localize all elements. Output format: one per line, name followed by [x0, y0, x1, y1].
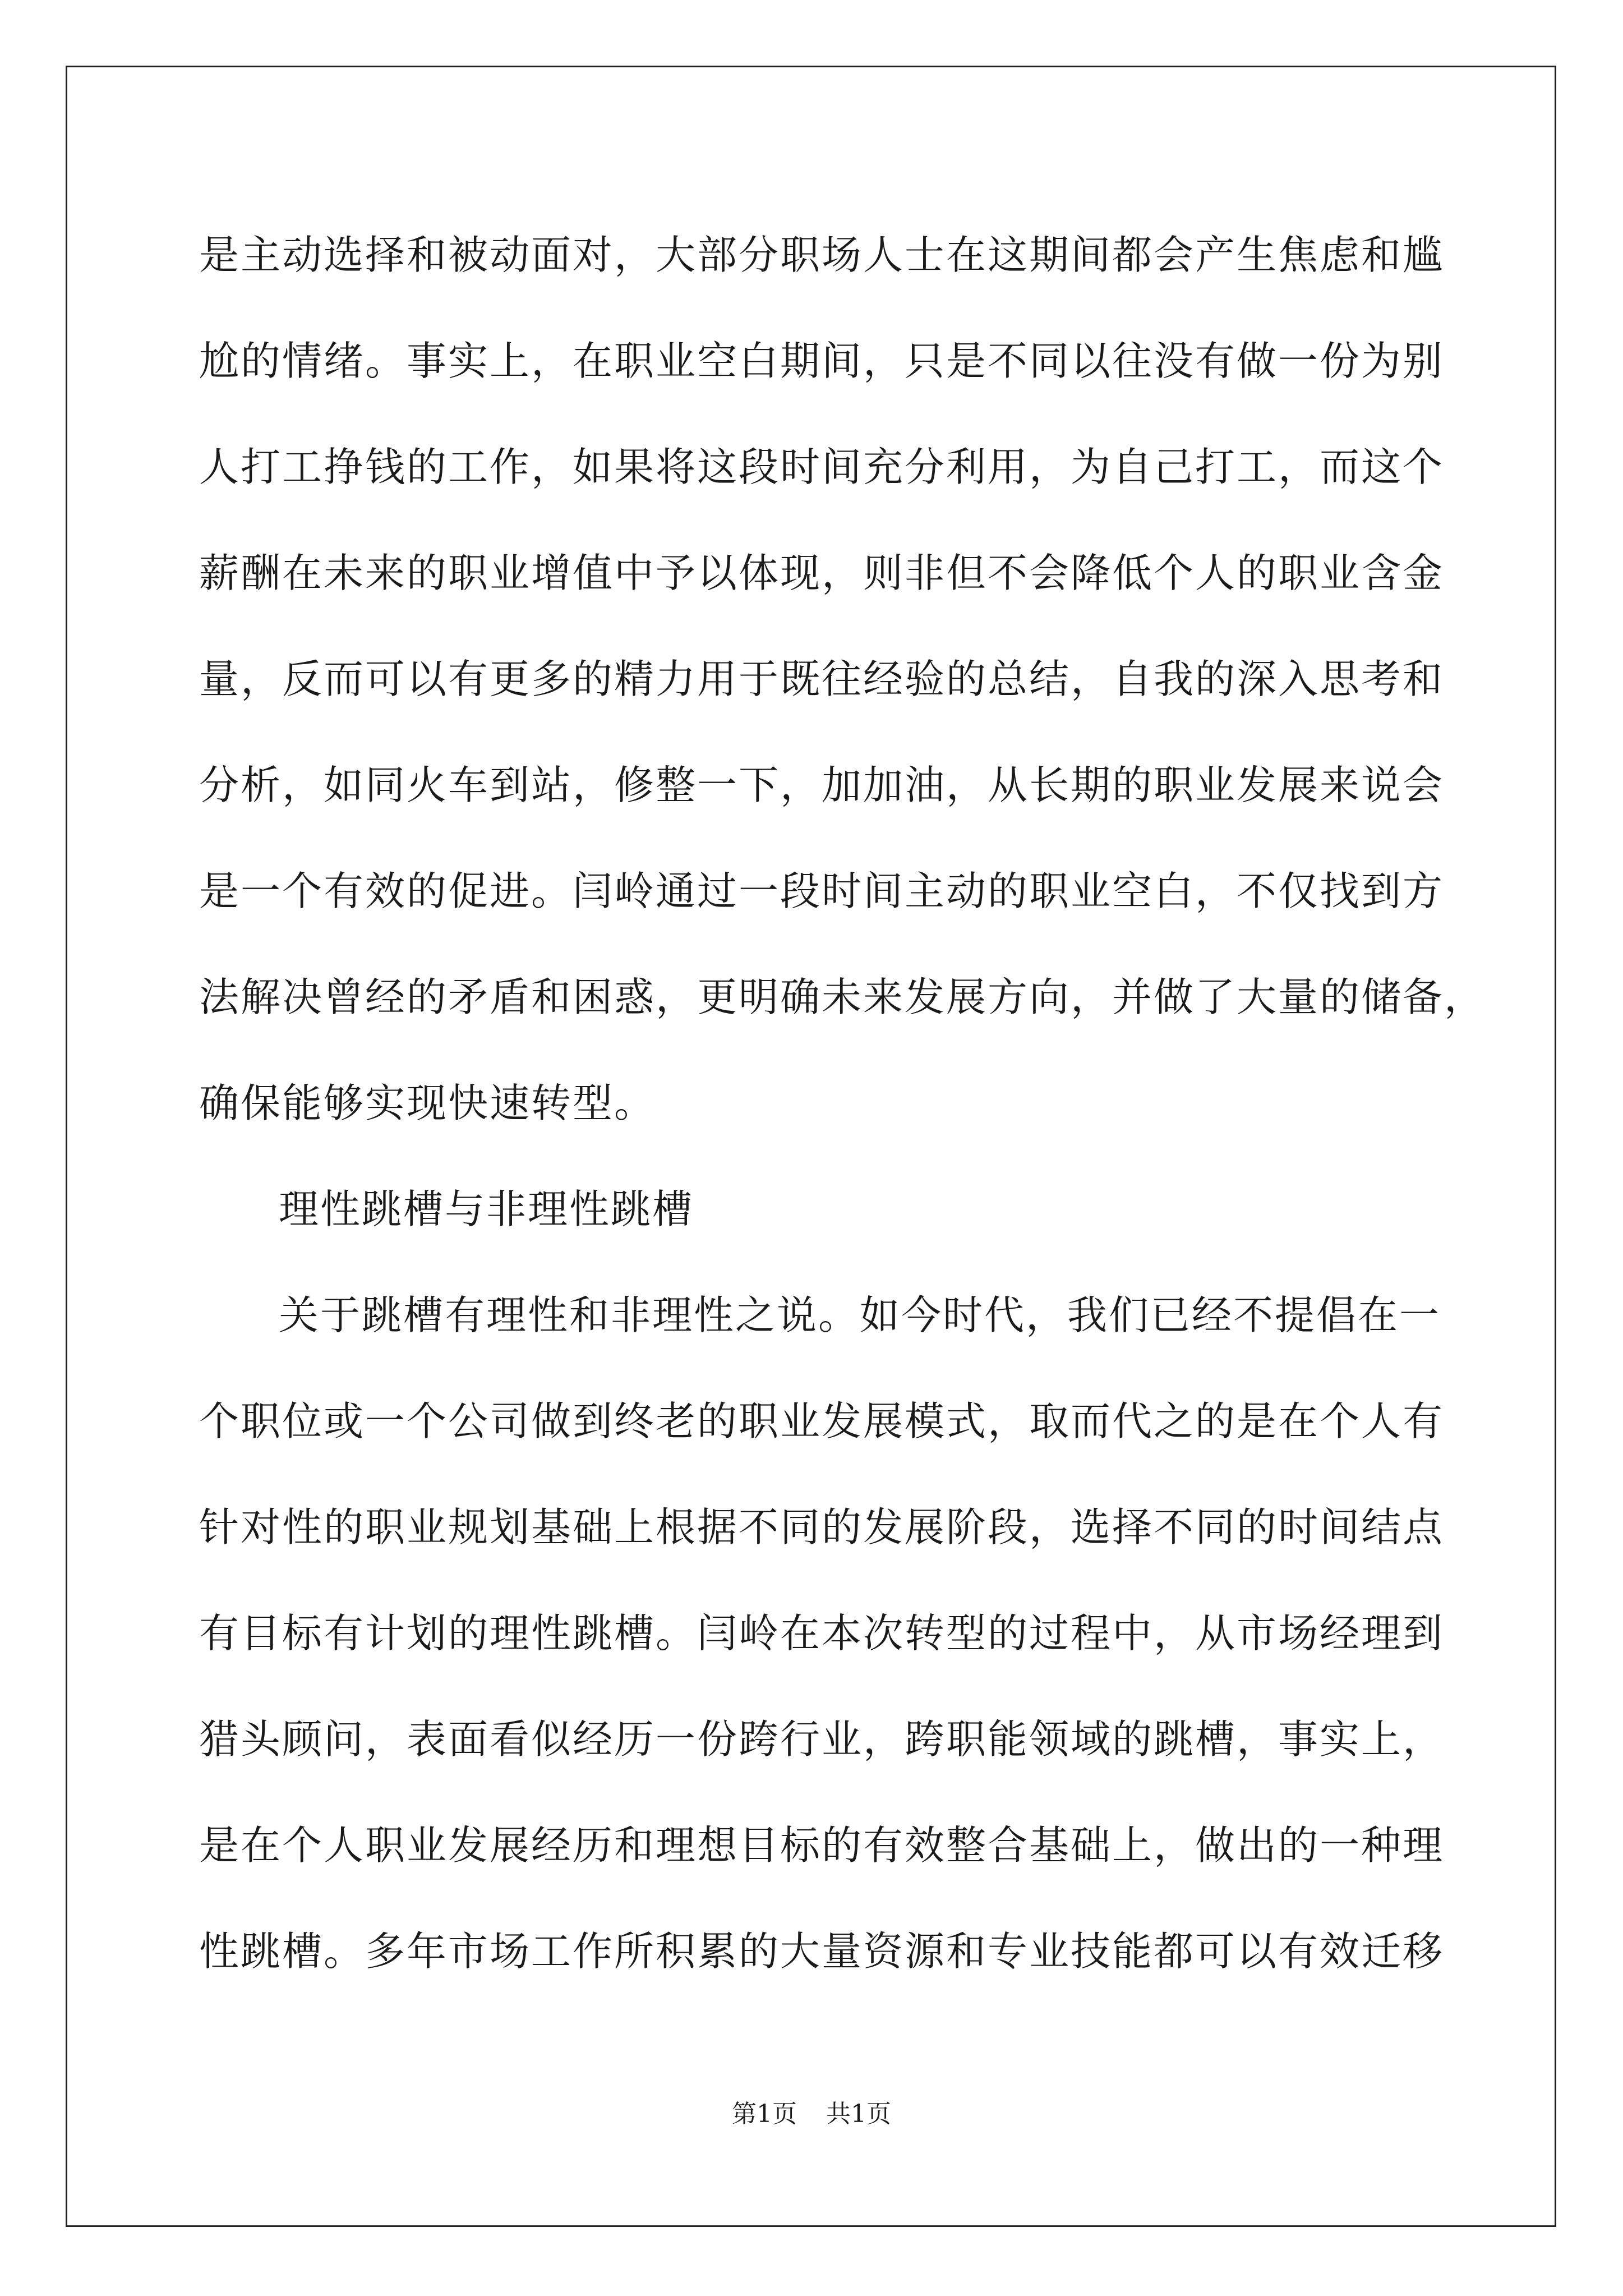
document-body	[199, 202, 1486, 2004]
page-number: 第1页	[732, 2100, 797, 2128]
text-line: 有目标有计划的理性跳槽。闫岭在本次转型的过程中，从市场经理到	[199, 1610, 1445, 1657]
text-line: 猎头顾问，表面看似经历一份跨行业，跨职能领域的跳槽，事实上，	[199, 1716, 1445, 1763]
text-line: 是一个有效的促进。闫岭通过一段时间主动的职业空白，不仅找到方	[199, 868, 1445, 914]
text-line: 针对性的职业规划基础上根据不同的发展阶段，选择不同的时间结点	[199, 1504, 1445, 1550]
text-line: 个职位或一个公司做到终老的职业发展模式，取而代之的是在个人有	[199, 1398, 1445, 1444]
text-line: 分析，如同火车到站，修整一下，加加油，从长期的职业发展来说会	[199, 762, 1445, 808]
text-line: 性跳槽。多年市场工作所积累的大量资源和专业技能都可以有效迁移	[199, 1928, 1445, 1975]
text-line: 是在个人职业发展经历和理想目标的有效整合基础上，做出的一种理	[199, 1822, 1445, 1869]
text-line: 人打工挣钱的工作，如果将这段时间充分利用，为自己打工，而这个	[199, 444, 1445, 490]
text-line: 薪酬在未来的职业增值中予以体现，则非但不会降低个人的职业含金	[199, 550, 1445, 596]
text-line: 法解决曾经的矛盾和困惑，更明确未来发展方向，并做了大量的储备，	[199, 974, 1486, 1020]
text-line: 确保能够实现快速转型。	[199, 1080, 656, 1126]
text-line: 尬的情绪。事实上，在职业空白期间，只是不同以往没有做一份为别	[199, 338, 1445, 384]
text-line: 量，反而可以有更多的精力用于既往经验的总结，自我的深入思考和	[199, 656, 1445, 702]
text-line: 关于跳槽有理性和非理性之说。如今时代，我们已经不提倡在一	[279, 1292, 1441, 1338]
text-line: 理性跳槽与非理性跳槽	[279, 1186, 694, 1232]
page-total: 共1页	[826, 2100, 891, 2128]
text-line: 是主动选择和被动面对，大部分职场人士在这期间都会产生焦虑和尴	[199, 232, 1445, 278]
page-footer	[0, 2093, 1623, 2129]
